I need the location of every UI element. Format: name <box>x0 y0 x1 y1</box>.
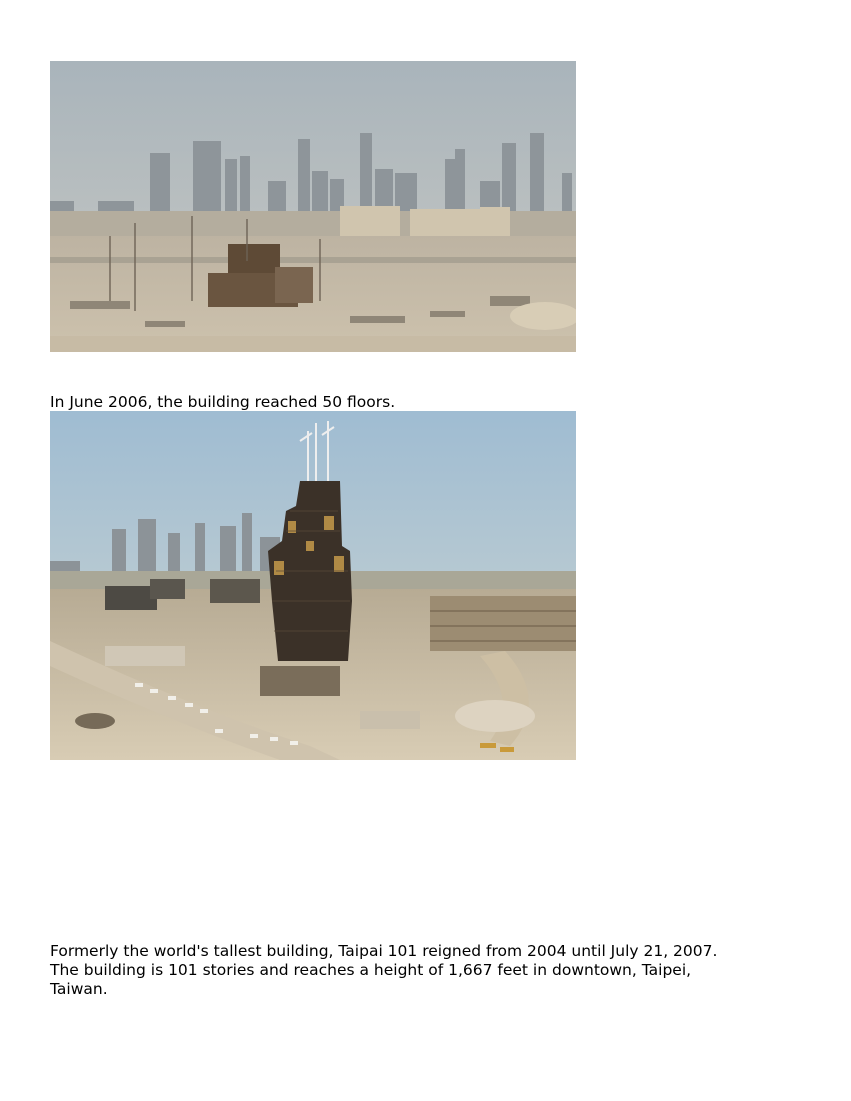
taipei-101-paragraph <box>50 942 810 999</box>
photo-caption: In June 2006, the building reached 50 floors. <box>50 393 396 411</box>
skyline-construction-image <box>50 61 576 352</box>
paragraph-line-2: The building is 101 stories and reaches a height of 1,667 feet in downtown, Taipei, <box>50 961 692 979</box>
skyline-construction-photo <box>50 61 576 352</box>
paragraph-line-3: Taiwan. <box>50 980 108 998</box>
tower-construction-photo <box>50 411 576 760</box>
tower-construction-image <box>50 411 576 760</box>
paragraph-line-1: Formerly the world's tallest building, Taipai 101 reigned from 2004 until July 21, 2007. <box>50 942 718 960</box>
